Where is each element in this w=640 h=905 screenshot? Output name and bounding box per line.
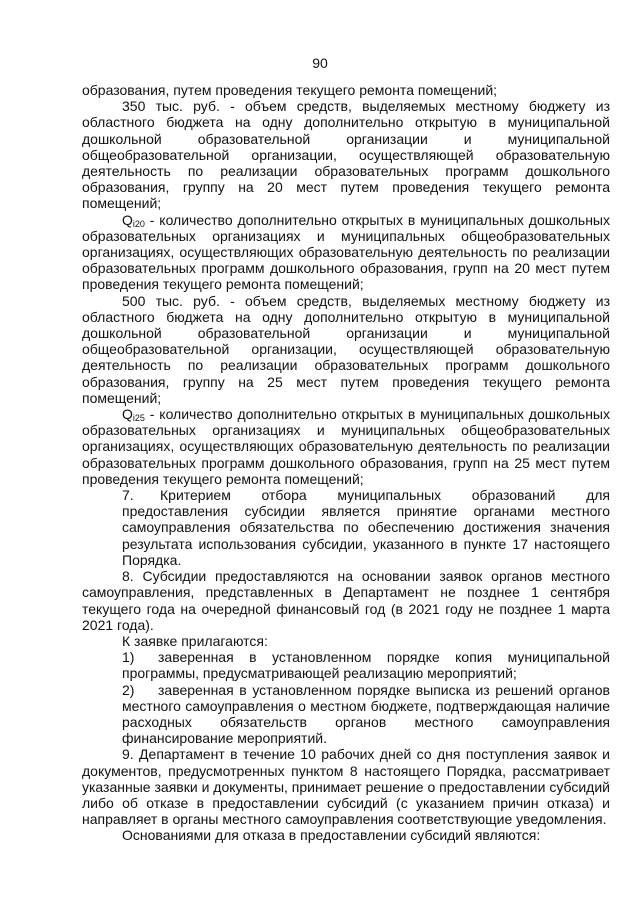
clause-text: Критерием отбора муниципальных образований для предоставления субсидии является принятие органами местного самоуправления обязательства по обеспечению достижения значения результата использования субсидии, указанного в пункте 17 настоящего Порядка. [122, 487, 610, 568]
clause-number: 7. [122, 487, 134, 504]
attachment-item-1 [82, 649, 610, 681]
clause-7 [82, 487, 610, 568]
attachment-item-2 [82, 682, 610, 747]
formula-symbol: Q [122, 211, 133, 228]
item-number: 2) [122, 681, 135, 698]
paragraph-500-rub: 500 тыс. руб. - объем средств, выделяемых местному бюджету из областного бюджета на одну дополнительно открытую в муниципальной дошкольной образовательной организации и муниципальной общеобразовательной организации, осуществляющей образовательную деятельность по реализации образовательных программ дошкольного образования, группу на 25 мест путем проведения текущего ремонта помещений; [82, 292, 610, 406]
formula-subscript: i20 [132, 218, 145, 229]
document-body [82, 82, 610, 844]
item-text: заверенная в установленном порядке выписка из решений органов местного самоуправления о местном бюджете, подтверждающая наличие расходных обязательств органов местного самоуправления финансирование мероприятий. [122, 681, 610, 747]
page-number: 90 [312, 55, 328, 71]
paragraph-qi20 [82, 212, 610, 293]
paragraph-text: - количество дополнительно открытых в муниципальных дошкольных образовательных организациях и муниципальных общеобразовательных организациях, осуществляющих образовательную деятельность по реализации образовательных программ дошкольного образования, групп на 20 мест путем проведения текущего ремонта помещений; [82, 211, 610, 293]
paragraph-text: - количество дополнительно открытых в муниципальных дошкольных образовательных организациях и муниципальных общеобразовательных организациях, осуществляющих образовательную деятельность по реализации образовательных программ дошкольного образования, групп на 25 мест путем проведения текущего ремонта помещений; [82, 406, 610, 487]
clause-8: 8. Субсидии предоставляются на основании заявок органов местного самоуправления, представленных в Департамент не позднее 1 сентября текущего года на очередной финансовый год (в 2021 году не позднее 1 марта 2021 года). [82, 568, 610, 633]
refusal-grounds-heading: Основаниями для отказа в предоставлении субсидий являются: [122, 827, 541, 844]
formula-subscript: i25 [132, 413, 145, 424]
clause-9: 9. Департамент в течение 10 рабочих дней со дня поступления заявок и документов, предусмотренных пунктом 8 настоящего Порядка, рассматривает указанные заявки и документы, принимает решение о предоставлении субсидий либо об отказе в предоставлении субсидий (с указанием причин отказа) и направляет в органы местного самоуправления соответствующие уведомления. [82, 746, 610, 828]
item-text: заверенная в установленном порядке копия муниципальной программы, предусматривающей реализацию мероприятий; [122, 649, 610, 682]
formula-symbol: Q [122, 406, 133, 423]
attachments-heading: К заявке прилагаются: [122, 632, 268, 649]
paragraph-350-rub: 350 тыс. руб. - объем средств, выделяемых местному бюджету из областного бюджета на одну дополнительно открытую в муниципальной дошкольной образовательной организации и муниципальной общеобразовательной организации, осуществляющей образовательную деятельность по реализации образовательных программ дошкольного образования, группу на 20 мест путем проведения текущего ремонта помещений; [82, 98, 610, 212]
item-number: 1) [122, 649, 135, 666]
paragraph-qi25 [82, 406, 610, 487]
paragraph-continuation: образования, путем проведения текущего ремонта помещений; [82, 82, 498, 98]
